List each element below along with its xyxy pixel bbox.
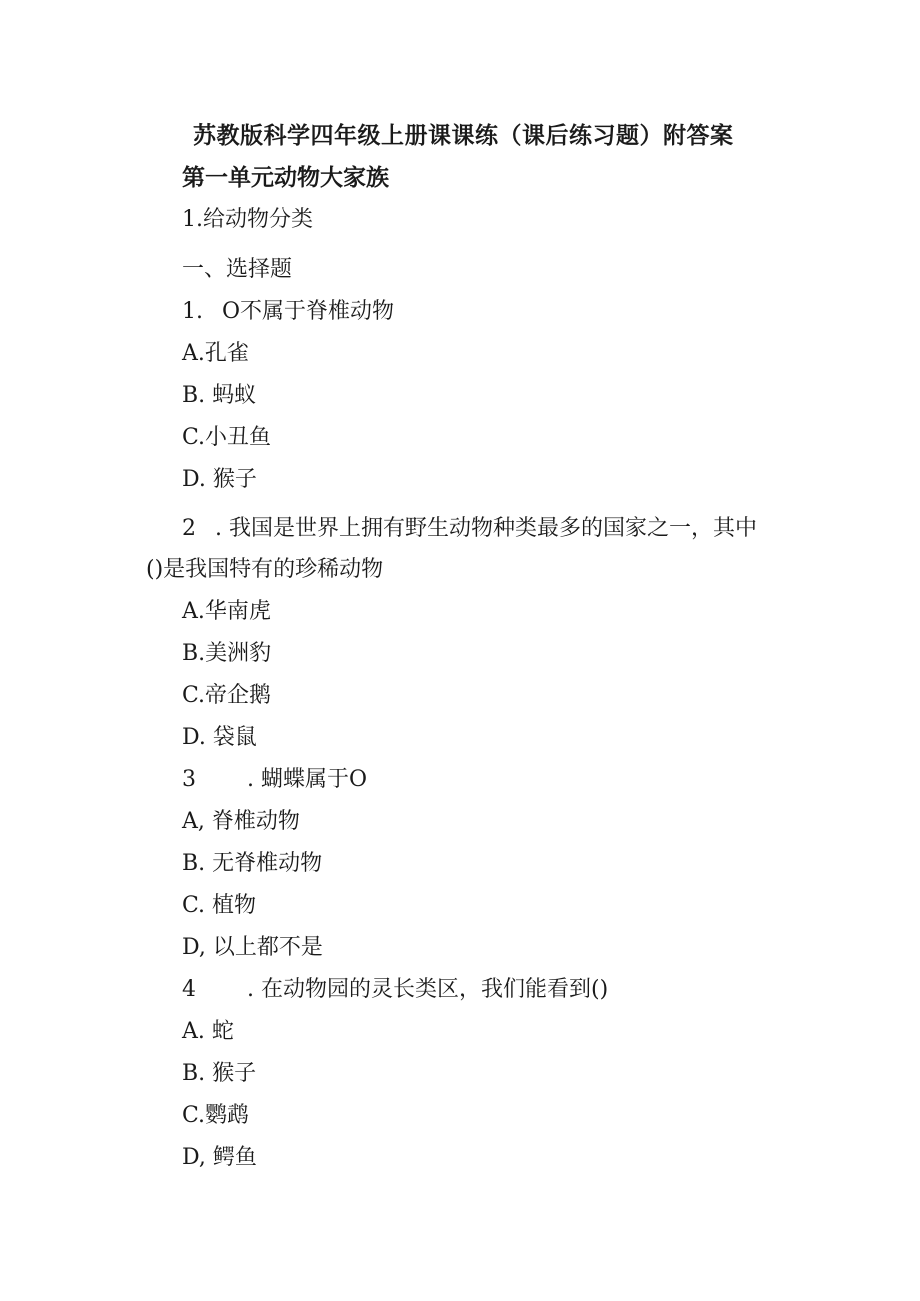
question-2 bbox=[182, 515, 757, 543]
option-item: A. 蛇 bbox=[182, 1019, 234, 1044]
option-item: B. 猴子 bbox=[182, 1061, 257, 1086]
question-stem: . 在动物园的灵长类区，我们能看到() bbox=[247, 977, 609, 1002]
question-4 bbox=[182, 976, 608, 1004]
option-item: B. 无脊椎动物 bbox=[182, 851, 323, 876]
option-item: C.小丑鱼 bbox=[182, 425, 272, 450]
section-heading: 一、选择题 bbox=[182, 257, 293, 282]
option-item: D, 鳄鱼 bbox=[182, 1145, 257, 1170]
question-number: 4 bbox=[182, 977, 196, 1002]
option-item: C.帝企鹅 bbox=[182, 683, 272, 708]
option-item: C.鹦鹉 bbox=[182, 1103, 250, 1128]
question-stem-line1: . 我国是世界上拥有野生动物种类最多的国家之一，其中 bbox=[215, 516, 757, 541]
option-item: D. 袋鼠 bbox=[182, 725, 257, 750]
question-stem: O不属于脊椎动物 bbox=[222, 299, 395, 324]
option-item: D, 以上都不是 bbox=[182, 935, 323, 960]
option-item: B. 蚂蚁 bbox=[182, 383, 257, 408]
option-item: A, 脊椎动物 bbox=[182, 809, 300, 834]
option-item: A.华南虎 bbox=[182, 599, 271, 624]
question-number: 2 bbox=[182, 516, 196, 541]
question-stem-line2: ()是我国特有的珍稀动物 bbox=[146, 557, 384, 582]
question-number: 3 bbox=[182, 767, 196, 792]
option-item: D. 猴子 bbox=[182, 467, 257, 492]
question-stem: . 蝴蝶属于O bbox=[247, 767, 368, 792]
question-1 bbox=[182, 298, 394, 326]
question-3 bbox=[182, 766, 367, 794]
unit-heading: 第一单元动物大家族 bbox=[182, 164, 389, 191]
document-title: 苏教版科学四年级上册课课练（课后练习题）附答案 bbox=[193, 122, 734, 149]
option-item: A.孔雀 bbox=[182, 341, 249, 366]
question-number: 1. bbox=[182, 299, 203, 324]
option-item: C. 植物 bbox=[182, 893, 257, 918]
option-item: B.美洲豹 bbox=[182, 641, 272, 666]
lesson-heading: 1.给动物分类 bbox=[182, 207, 313, 232]
